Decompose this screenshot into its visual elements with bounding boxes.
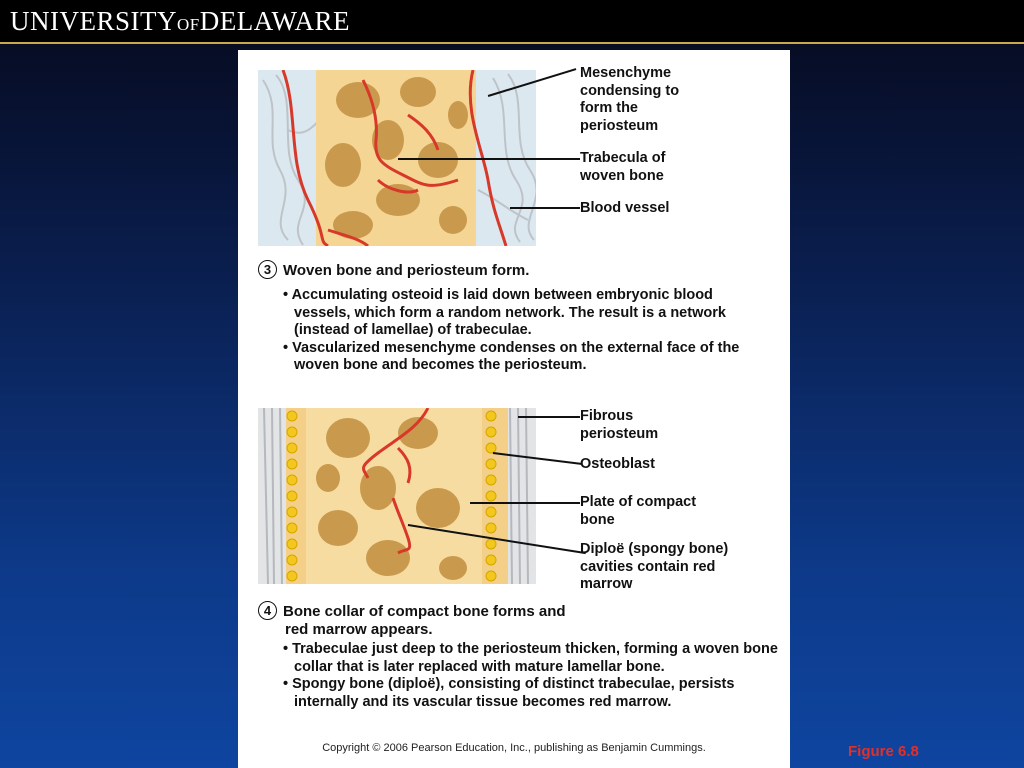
bone-collar-illustration <box>258 408 536 584</box>
leader-line-blood-vessel <box>510 207 580 209</box>
label-mesenchyme: Mesenchyme condensing to form the periosteum <box>580 65 680 134</box>
copyright-notice: Copyright © 2006 Pearson Education, Inc., publishing as Benjamin Cummings. <box>322 742 706 754</box>
label-osteoblast: Osteoblast <box>580 456 655 472</box>
step-4-bullets <box>283 641 778 711</box>
step-4-bullet: • Spongy bone (diploë), consisting of distinct trabeculae, persists internally and its vascular tissue becomes red marrow. <box>283 676 735 710</box>
step-3-title: 3 Woven bone and periosteum form. <box>258 260 529 280</box>
step-3-bullet: • Vascularized mesenchyme condenses on the external face of the woven bone and becomes the periosteum. <box>283 339 740 373</box>
figure-label: Figure 6.8 <box>848 743 919 760</box>
leader-line-fibrous-periosteum <box>518 416 580 418</box>
step-3-bullets <box>283 287 773 375</box>
leader-line-trabecula <box>398 158 580 160</box>
label-diploe: Diploë (spongy bone) cavities contain red marrow <box>580 541 729 592</box>
title-bar <box>0 0 1024 44</box>
label-trabecula: Trabecula of woven bone <box>580 150 666 184</box>
label-fibrous-periosteum: Fibrous periosteum <box>580 408 659 442</box>
label-blood-vessel: Blood vessel <box>580 200 670 216</box>
figure-panel <box>238 50 790 768</box>
university-logo: UNIVERSITYOFDELAWARE <box>10 6 351 36</box>
step-number-3: 3 <box>258 260 277 279</box>
step-number-4: 4 <box>258 601 277 620</box>
step-4-bullet: • Trabeculae just deep to the periosteum thicken, forming a woven bone collar that is later replaced with mature lamellar bone. <box>283 641 778 675</box>
step-4-title: 4 Bone collar of compact bone forms and red marrow appears. <box>258 601 618 639</box>
step-3-bullet: • Accumulating osteoid is laid down between embryonic blood vessels, which form a random network. The result is a network (instead of lamellae) of trabeculae. <box>283 287 726 338</box>
leader-line-compact-bone <box>470 502 580 504</box>
label-compact-bone: Plate of compact bone <box>580 494 697 528</box>
